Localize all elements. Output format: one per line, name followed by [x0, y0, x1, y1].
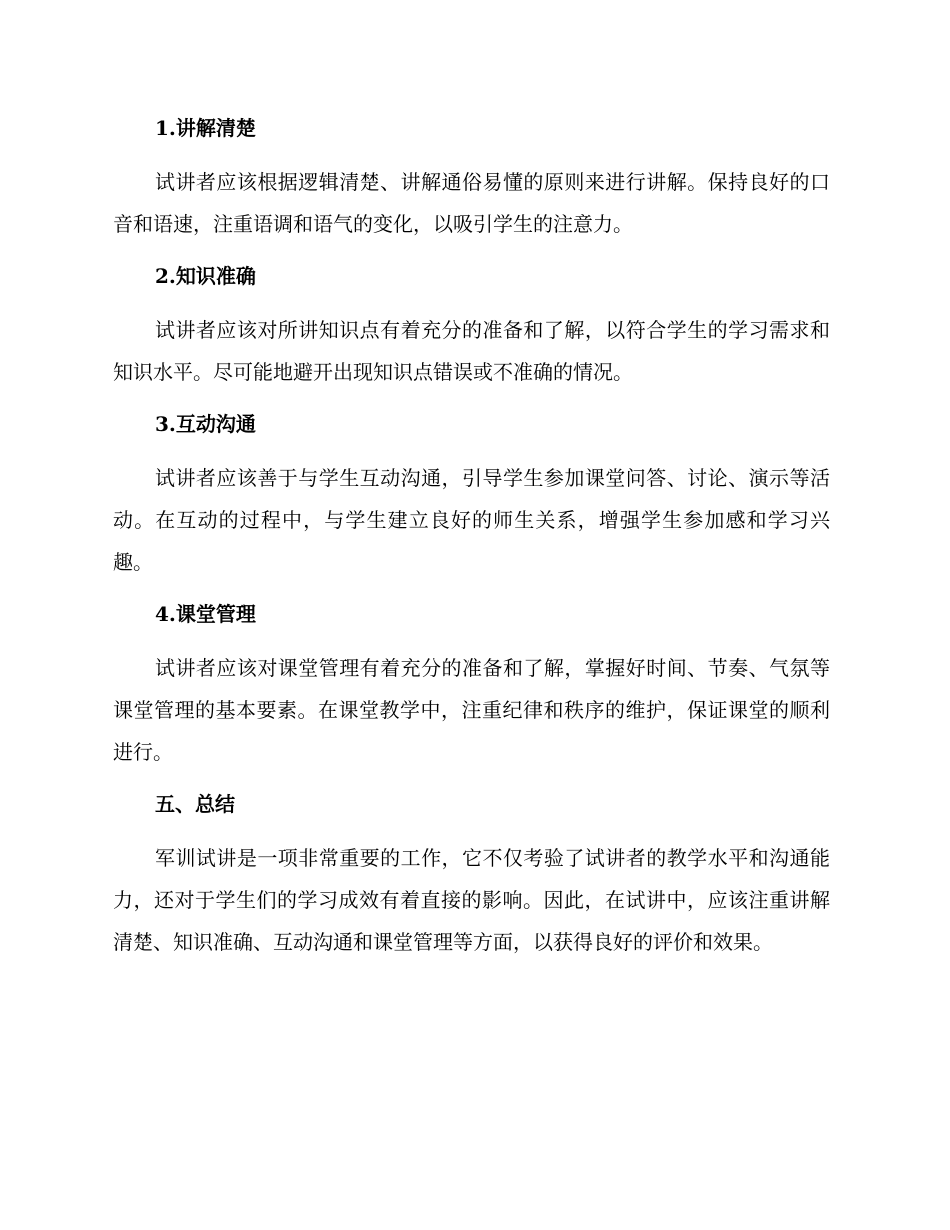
section-heading-knowledge-accurate: 2.知识准确 — [155, 264, 256, 288]
section-paragraph-interactive-communication: 试讲者应该善于与学生互动沟通，引导学生参加课堂问答、讨论、演示等活动。在互动的过程中，与学生建立良好的师生关系，增强学生参加感和学习兴趣。 — [113, 466, 830, 574]
section-paragraph-summary: 军训试讲是一项非常重要的工作，它不仅考验了试讲者的教学水平和沟通能力，还对于学生们的学习成效有着直接的影响。因此，在试讲中，应该注重讲解清楚、知识准确、互动沟通和课堂管理等方面，以获得良好的评价和效果。 — [113, 846, 830, 954]
section-heading-summary: 五、总结 — [155, 792, 235, 816]
section-heading-explain-clearly: 1.讲解清楚 — [155, 116, 256, 140]
section-paragraph-explain-clearly: 试讲者应该根据逻辑清楚、讲解通俗易懂的原则来进行讲解。保持良好的口音和语速，注重语调和语气的变化，以吸引学生的注意力。 — [113, 170, 830, 236]
section-heading-interactive-communication: 3.互动沟通 — [155, 412, 256, 436]
document-body — [113, 109, 830, 975]
section-paragraph-classroom-management: 试讲者应该对课堂管理有着充分的准备和了解，掌握好时间、节奏、气氛等课堂管理的基本要素。在课堂教学中，注重纪律和秩序的维护，保证课堂的顺利进行。 — [113, 656, 830, 764]
section-heading-classroom-management: 4.课堂管理 — [155, 602, 256, 626]
section-paragraph-knowledge-accurate: 试讲者应该对所讲知识点有着充分的准备和了解，以符合学生的学习需求和知识水平。尽可能地避开出现知识点错误或不准确的情况。 — [113, 318, 830, 384]
